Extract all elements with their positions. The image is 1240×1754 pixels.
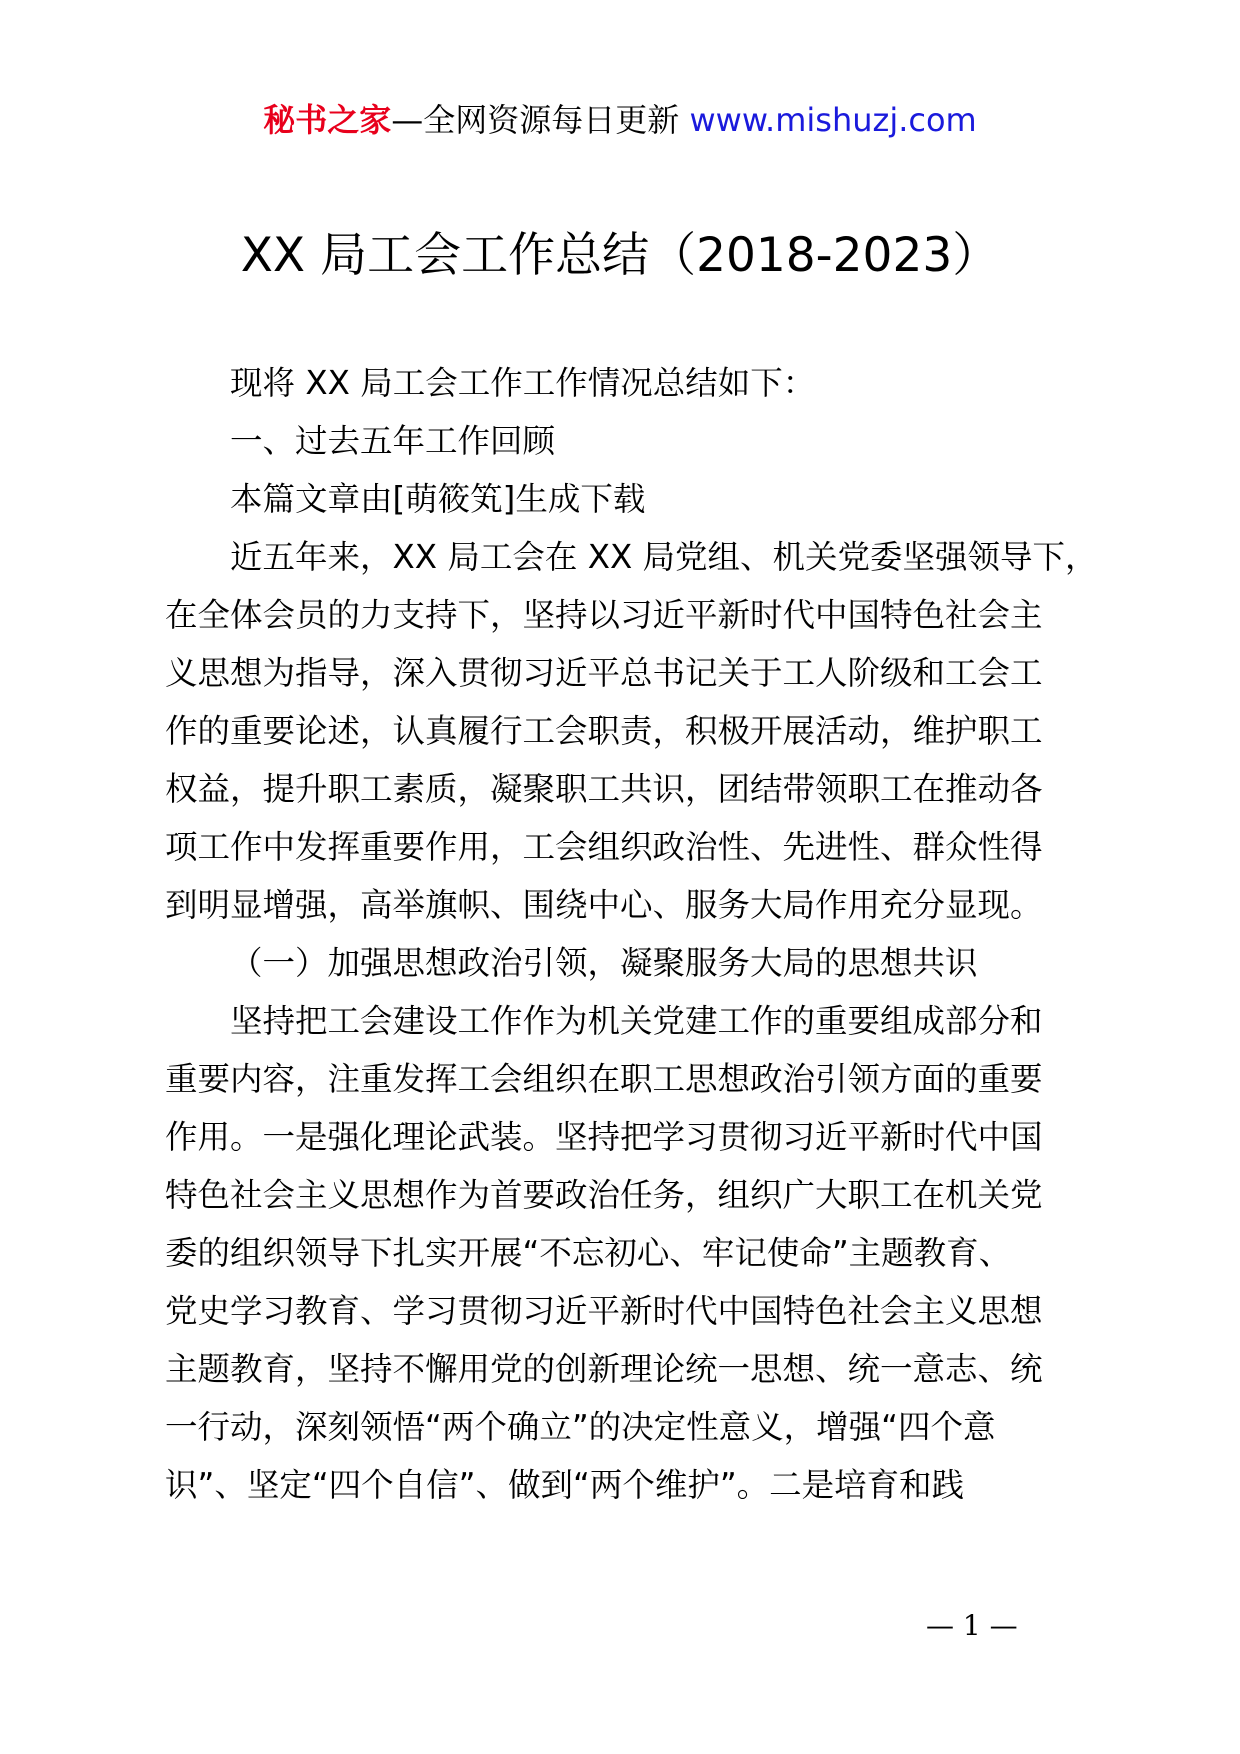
body-line: 近五年来，XX 局工会在 XX 局党组、机关党委坚强领导下， <box>230 538 1098 576</box>
body-line: （一）加强思想政治引领，凝聚服务大局的思想共识 <box>230 944 978 982</box>
body-line: 在全体会员的力支持下，坚持以习近平新时代中国特色社会主 <box>165 596 1043 634</box>
document-title: XX 局工会工作总结（2018-2023） <box>240 228 1000 283</box>
page-number: — 1 — <box>926 1609 1018 1642</box>
site-header <box>0 100 1240 140</box>
body-line: 委的组织领导下扎实开展“不忘初心、牢记使命”主题教育、 <box>165 1234 1012 1272</box>
body-line: 主题教育，坚持不懈用党的创新理论统一思想、统一意志、统 <box>165 1350 1043 1388</box>
site-url-link[interactable]: www.mishuzj.com <box>689 101 977 139</box>
body-line: 义思想为指导，深入贯彻习近平总书记关于工人阶级和工会工 <box>165 654 1043 692</box>
body-line: 作的重要论述，认真履行工会职责，积极开展活动，维护职工 <box>165 712 1043 750</box>
body-line: 识”、坚定“四个自信”、做到“两个维护”。二是培育和践 <box>165 1466 965 1504</box>
document-body <box>165 354 1115 1514</box>
header-tagline: —全网资源每日更新 <box>391 101 680 139</box>
body-line: 特色社会主义思想作为首要政治任务，组织广大职工在机关党 <box>165 1176 1043 1214</box>
body-line: 项工作中发挥重要作用，工会组织政治性、先进性、群众性得 <box>165 828 1043 866</box>
body-line: 重要内容，注重发挥工会组织在职工思想政治引领方面的重要 <box>165 1060 1043 1098</box>
body-line: 现将 XX 局工会工作工作情况总结如下： <box>230 364 816 402</box>
body-line: 党史学习教育、学习贯彻习近平新时代中国特色社会主义思想 <box>165 1292 1043 1330</box>
body-line: 一行动，深刻领悟“两个确立”的决定性意义，增强“四个意 <box>165 1408 996 1446</box>
body-line: 作用。一是强化理论武装。坚持把学习贯彻习近平新时代中国 <box>165 1118 1043 1156</box>
body-line: 到明显增强，高举旗帜、围绕中心、服务大局作用充分显现。 <box>165 886 1043 924</box>
body-line: 坚持把工会建设工作作为机关党建工作的重要组成部分和 <box>230 1002 1043 1040</box>
body-line: 本篇文章由[萌筱笂]生成下载 <box>230 480 646 518</box>
body-line: 权益，提升职工素质，凝聚职工共识，团结带领职工在推动各 <box>165 770 1043 808</box>
body-line: 一、过去五年工作回顾 <box>230 422 556 460</box>
brand-name: 秘书之家 <box>263 101 392 139</box>
